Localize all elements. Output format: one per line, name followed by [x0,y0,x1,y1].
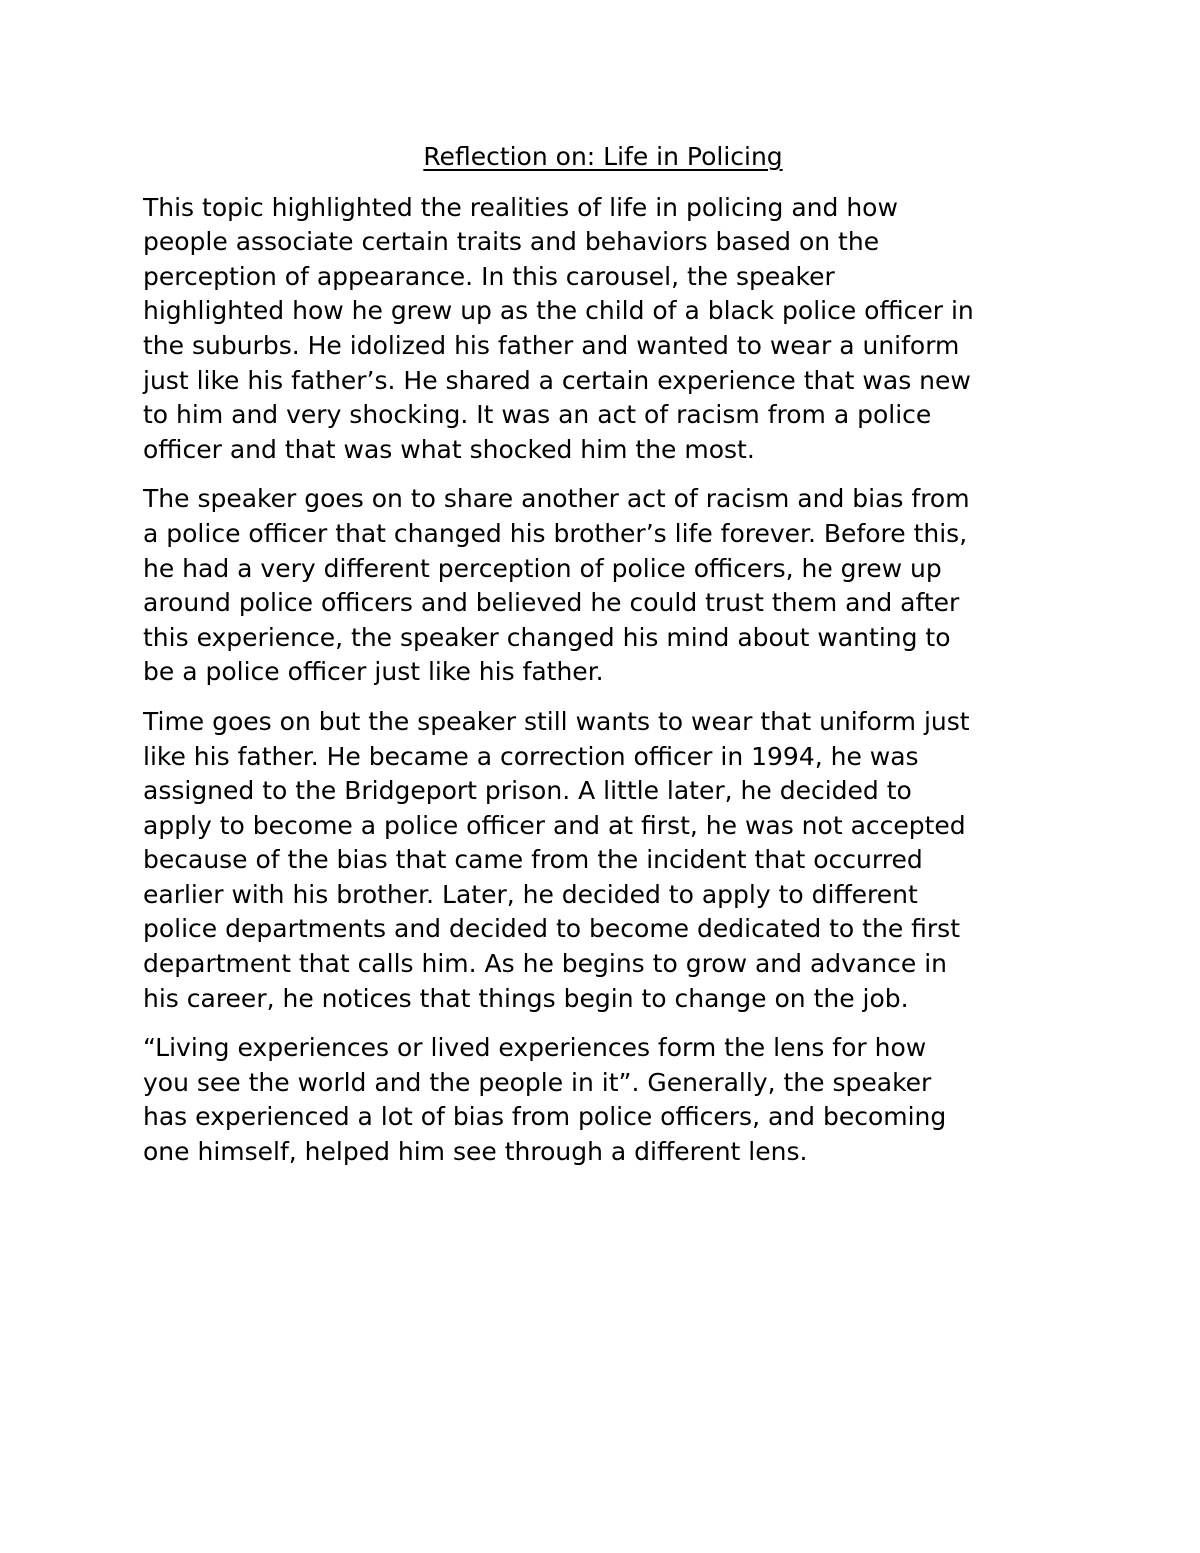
document-body [143,140,1063,1185]
paragraph-line: department that calls him. As he begins to grow and advance in [143,949,947,979]
paragraph-4 [143,1031,1063,1169]
paragraph-line: one himself, helped him see through a different lens. [143,1137,808,1167]
paragraph-line: he had a very different perception of police officers, he grew up [143,553,942,583]
paragraph-line: highlighted how he grew up as the child of a black police officer in [143,296,974,326]
paragraph-1 [143,191,1063,468]
paragraph-line: be a police officer just like his father. [143,657,604,687]
paragraph-line: has experienced a lot of bias from police officers, and becoming [143,1102,947,1132]
paragraph-line: assigned to the Bridgeport prison. A little later, he decided to [143,776,912,806]
paragraph-line: because of the bias that came from the incident that occurred [143,845,923,875]
paragraph-line: around police officers and believed he could trust them and after [143,588,960,618]
paragraph-line: his career, he notices that things begin to change on the job. [143,983,909,1013]
paragraph-line: apply to become a police officer and at first, he was not accepted [143,810,966,840]
paragraph-line: like his father. He became a correction officer in 1994, he was [143,741,919,771]
paragraph-line: Time goes on but the speaker still wants to wear that uniform just [143,706,970,736]
page-title: Reflection on: Life in Policing [423,142,783,171]
paragraph-line: officer and that was what shocked him the most. [143,434,755,464]
paragraph-line: perception of appearance. In this carousel, the speaker [143,261,835,291]
paragraph-line: people associate certain traits and behaviors based on the [143,227,880,257]
paragraph-3 [143,705,1063,1016]
paragraph-line: this experience, the speaker changed his mind about wanting to [143,622,951,652]
paragraph-line: The speaker goes on to share another act of racism and bias from [143,484,970,514]
paragraph-line: earlier with his brother. Later, he decided to apply to different [143,879,918,909]
paragraph-line: you see the world and the people in it”. Generally, the speaker [143,1067,932,1097]
paragraph-line: “Living experiences or lived experiences form the lens for how [143,1033,927,1063]
paragraph-line: police departments and decided to become dedicated to the first [143,914,961,944]
paragraph-line: a police officer that changed his brother’s life forever. Before this, [143,518,968,548]
paragraph-2 [143,482,1063,690]
paragraph-line: to him and very shocking. It was an act of racism from a police [143,400,932,430]
paragraph-line: just like his father’s. He shared a certain experience that was new [143,365,971,395]
paragraph-line: This topic highlighted the realities of life in policing and how [143,192,898,222]
paragraph-line: the suburbs. He idolized his father and wanted to wear a uniform [143,330,960,360]
